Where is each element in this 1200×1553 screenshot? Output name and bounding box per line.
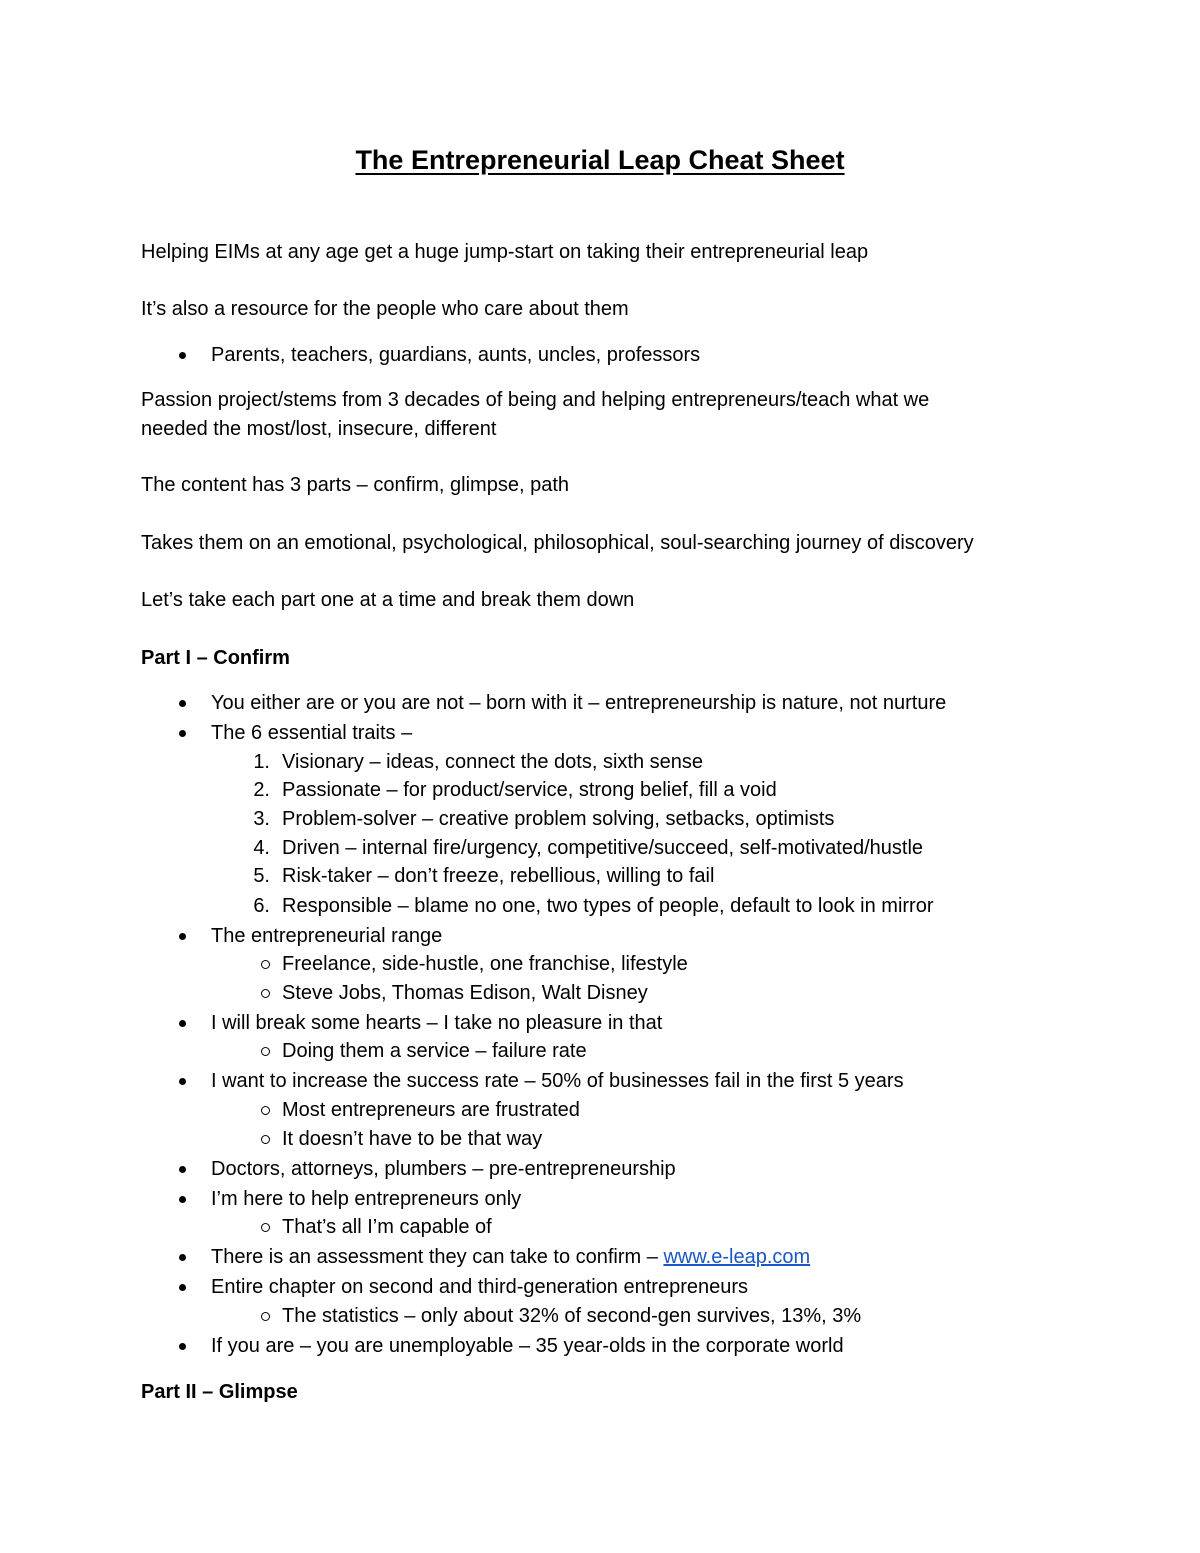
list-item: The entrepreneurial range bbox=[211, 925, 443, 947]
list-item: I will break some hearts – I take no pleasure in that bbox=[211, 1012, 663, 1034]
trait-item: Problem-solver – creative problem solving, setbacks, optimists bbox=[282, 808, 835, 830]
intro-paragraph-6: Let’s take each part one at a time and break them down bbox=[141, 589, 635, 611]
list-item: If you are – you are unemployable – 35 year-olds in the corporate world bbox=[211, 1335, 844, 1357]
bullet-circle-icon bbox=[244, 1038, 270, 1064]
bullet-dot-icon bbox=[172, 1068, 192, 1094]
list-item: Entire chapter on second and third-generation entrepreneurs bbox=[211, 1276, 749, 1298]
assessment-link[interactable]: www.e-leap.com bbox=[663, 1246, 811, 1268]
sub-list-item: Freelance, side-hustle, one franchise, lifestyle bbox=[282, 953, 688, 975]
bullet-circle-icon bbox=[244, 1214, 270, 1240]
bullet-dot-icon bbox=[172, 342, 192, 368]
intro-paragraph-3-line-1: Passion project/stems from 3 decades of being and helping entrepreneurs/teach what we bbox=[141, 389, 930, 411]
bullet-dot-icon bbox=[172, 1333, 192, 1359]
sub-list-item: That’s all I’m capable of bbox=[282, 1216, 492, 1238]
bullet-dot-icon bbox=[172, 1244, 192, 1270]
bullet-circle-icon bbox=[244, 980, 270, 1006]
bullet-dot-icon bbox=[172, 1010, 192, 1036]
bullet-circle-icon bbox=[244, 1126, 270, 1152]
trait-item: Responsible – blame no one, two types of people, default to look in mirror bbox=[282, 895, 934, 917]
list-item: Doctors, attorneys, plumbers – pre-entrepreneurship bbox=[211, 1158, 676, 1180]
sub-list-item: Steve Jobs, Thomas Edison, Walt Disney bbox=[282, 982, 648, 1004]
sub-list-item: Most entrepreneurs are frustrated bbox=[282, 1099, 580, 1121]
bullet-dot-icon bbox=[172, 1156, 192, 1182]
list-item: I’m here to help entrepreneurs only bbox=[211, 1188, 522, 1210]
bullet-dot-icon bbox=[172, 720, 192, 746]
intro-paragraph-2: It’s also a resource for the people who care about them bbox=[141, 298, 629, 320]
list-item: The 6 essential traits – bbox=[211, 722, 413, 744]
list-item: You either are or you are not – born with it – entrepreneurship is nature, not nurture bbox=[211, 692, 947, 714]
trait-item: Passionate – for product/service, strong belief, fill a void bbox=[282, 779, 777, 801]
sub-list-item: The statistics – only about 32% of second-gen survives, 13%, 3% bbox=[282, 1305, 862, 1327]
bullet-dot-icon bbox=[172, 690, 192, 716]
intro-paragraph-1: Helping EIMs at any age get a huge jump-start on taking their entrepreneurial leap bbox=[141, 241, 869, 263]
list-number: 5. bbox=[253, 865, 270, 887]
list-number: 1. bbox=[253, 751, 270, 773]
intro-paragraph-5: Takes them on an emotional, psychological, philosophical, soul-searching journey of discovery bbox=[141, 532, 974, 554]
bullet-dot-icon bbox=[172, 923, 192, 949]
part-1-heading: Part I – Confirm bbox=[141, 647, 290, 669]
intro-paragraph-3-line-2: needed the most/lost, insecure, different bbox=[141, 418, 497, 440]
list-number: 3. bbox=[253, 808, 270, 830]
trait-item: Visionary – ideas, connect the dots, sixth sense bbox=[282, 751, 703, 773]
intro-paragraph-4: The content has 3 parts – confirm, glimpse, path bbox=[141, 474, 569, 496]
list-number: 4. bbox=[253, 837, 270, 859]
bullet-dot-icon bbox=[172, 1274, 192, 1300]
bullet-dot-icon bbox=[172, 1186, 192, 1212]
bullet-circle-icon bbox=[244, 1303, 270, 1329]
list-item-with-link bbox=[211, 1244, 810, 1270]
trait-item: Driven – internal fire/urgency, competitive/succeed, self-motivated/hustle bbox=[282, 837, 924, 859]
list-number: 6. bbox=[253, 895, 270, 917]
list-number: 2. bbox=[253, 779, 270, 801]
trait-item: Risk-taker – don’t freeze, rebellious, willing to fail bbox=[282, 865, 715, 887]
sub-list-item: It doesn’t have to be that way bbox=[282, 1128, 543, 1150]
intro-bullet-item: Parents, teachers, guardians, aunts, uncles, professors bbox=[211, 344, 701, 366]
list-item-text: There is an assessment they can take to confirm – bbox=[211, 1246, 664, 1268]
sub-list-item: Doing them a service – failure rate bbox=[282, 1040, 587, 1062]
part-2-heading: Part II – Glimpse bbox=[141, 1381, 298, 1403]
bullet-circle-icon bbox=[244, 951, 270, 977]
document-title: The Entrepreneurial Leap Cheat Sheet bbox=[355, 145, 845, 175]
list-item: I want to increase the success rate – 50% of businesses fail in the first 5 years bbox=[211, 1070, 904, 1092]
bullet-circle-icon bbox=[244, 1097, 270, 1123]
